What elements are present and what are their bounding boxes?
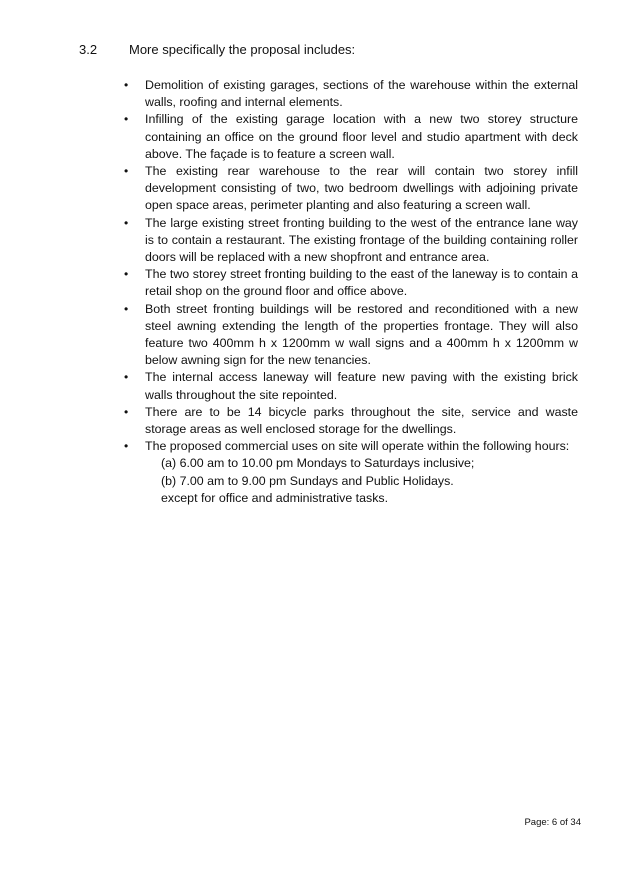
section-heading-text: More specifically the proposal includes: [129, 42, 356, 57]
bullet-item [123, 266, 578, 300]
bullet-item [123, 111, 578, 163]
bullet-item [123, 301, 578, 370]
bullet-item [123, 215, 578, 267]
bullet-item [123, 369, 578, 403]
bullet-text: The two storey street fronting building to the east of the laneway is to contain a retail shop on the ground floor and office above. [145, 267, 578, 299]
section-heading [79, 41, 355, 58]
bullet-icon: • [124, 404, 129, 419]
operating-hours-item: (b) 7.00 am to 9.00 pm Sundays and Public Holidays. [161, 473, 454, 488]
bullet-item [123, 404, 578, 438]
bullet-icon: • [124, 439, 129, 454]
bullet-text: The existing rear warehouse to the rear will contain two storey infill development consisting of two, two bedroom dwellings with adjoining private open space areas, perimeter planting and also featuring a screen wall. [145, 164, 578, 213]
bullet-icon: • [124, 78, 129, 92]
bullet-text: Demolition of existing garages, sections of the warehouse within the external walls, roofing and internal elements. [145, 78, 578, 110]
bullet-icon: • [124, 164, 129, 179]
bullet-icon: • [124, 370, 129, 385]
bullet-item [123, 438, 578, 507]
bullet-icon: • [124, 301, 129, 316]
proposal-bullet-list [123, 77, 578, 507]
operating-hours-item: (a) 6.00 am to 10.00 pm Mondays to Saturdays inclusive; [161, 456, 475, 471]
bullet-item [123, 77, 578, 111]
page-number: Page: 6 of 34 [524, 817, 581, 828]
operating-hours-list [145, 455, 578, 489]
bullet-text: Infilling of the existing garage location with a new two storey structure containing an office on the ground floor level and studio apartment with deck above. The façade is to feature a screen wall. [145, 112, 578, 161]
bullet-item [123, 163, 578, 215]
bullet-text: The internal access laneway will feature new paving with the existing brick walls throughout the site repointed. [145, 370, 578, 402]
bullet-icon: • [124, 215, 129, 230]
bullet-text: The large existing street fronting building to the west of the entrance lane way is to contain a restaurant. The existing frontage of the building containing roller doors will be replaced with a new shopfront and entrance area. [145, 215, 578, 265]
bullet-icon: • [124, 112, 129, 127]
bullet-icon: • [124, 267, 129, 282]
section-number: 3.2 [79, 42, 98, 57]
bullet-text: The proposed commercial uses on site will operate within the following hours: [145, 439, 570, 454]
bullet-text: Both street fronting buildings will be restored and reconditioned with a new steel awning extending the length of the properties frontage. They will also feature two 400mm h x 1200mm w wall signs and a 400mm h x 1200mm w below awning sign for the new tenancies. [145, 301, 578, 368]
bullet-text: There are to be 14 bicycle parks throughout the site, service and waste storage areas as well enclosed storage for the dwellings. [145, 404, 578, 437]
operating-hours-note: except for office and administrative tasks. [161, 490, 389, 505]
